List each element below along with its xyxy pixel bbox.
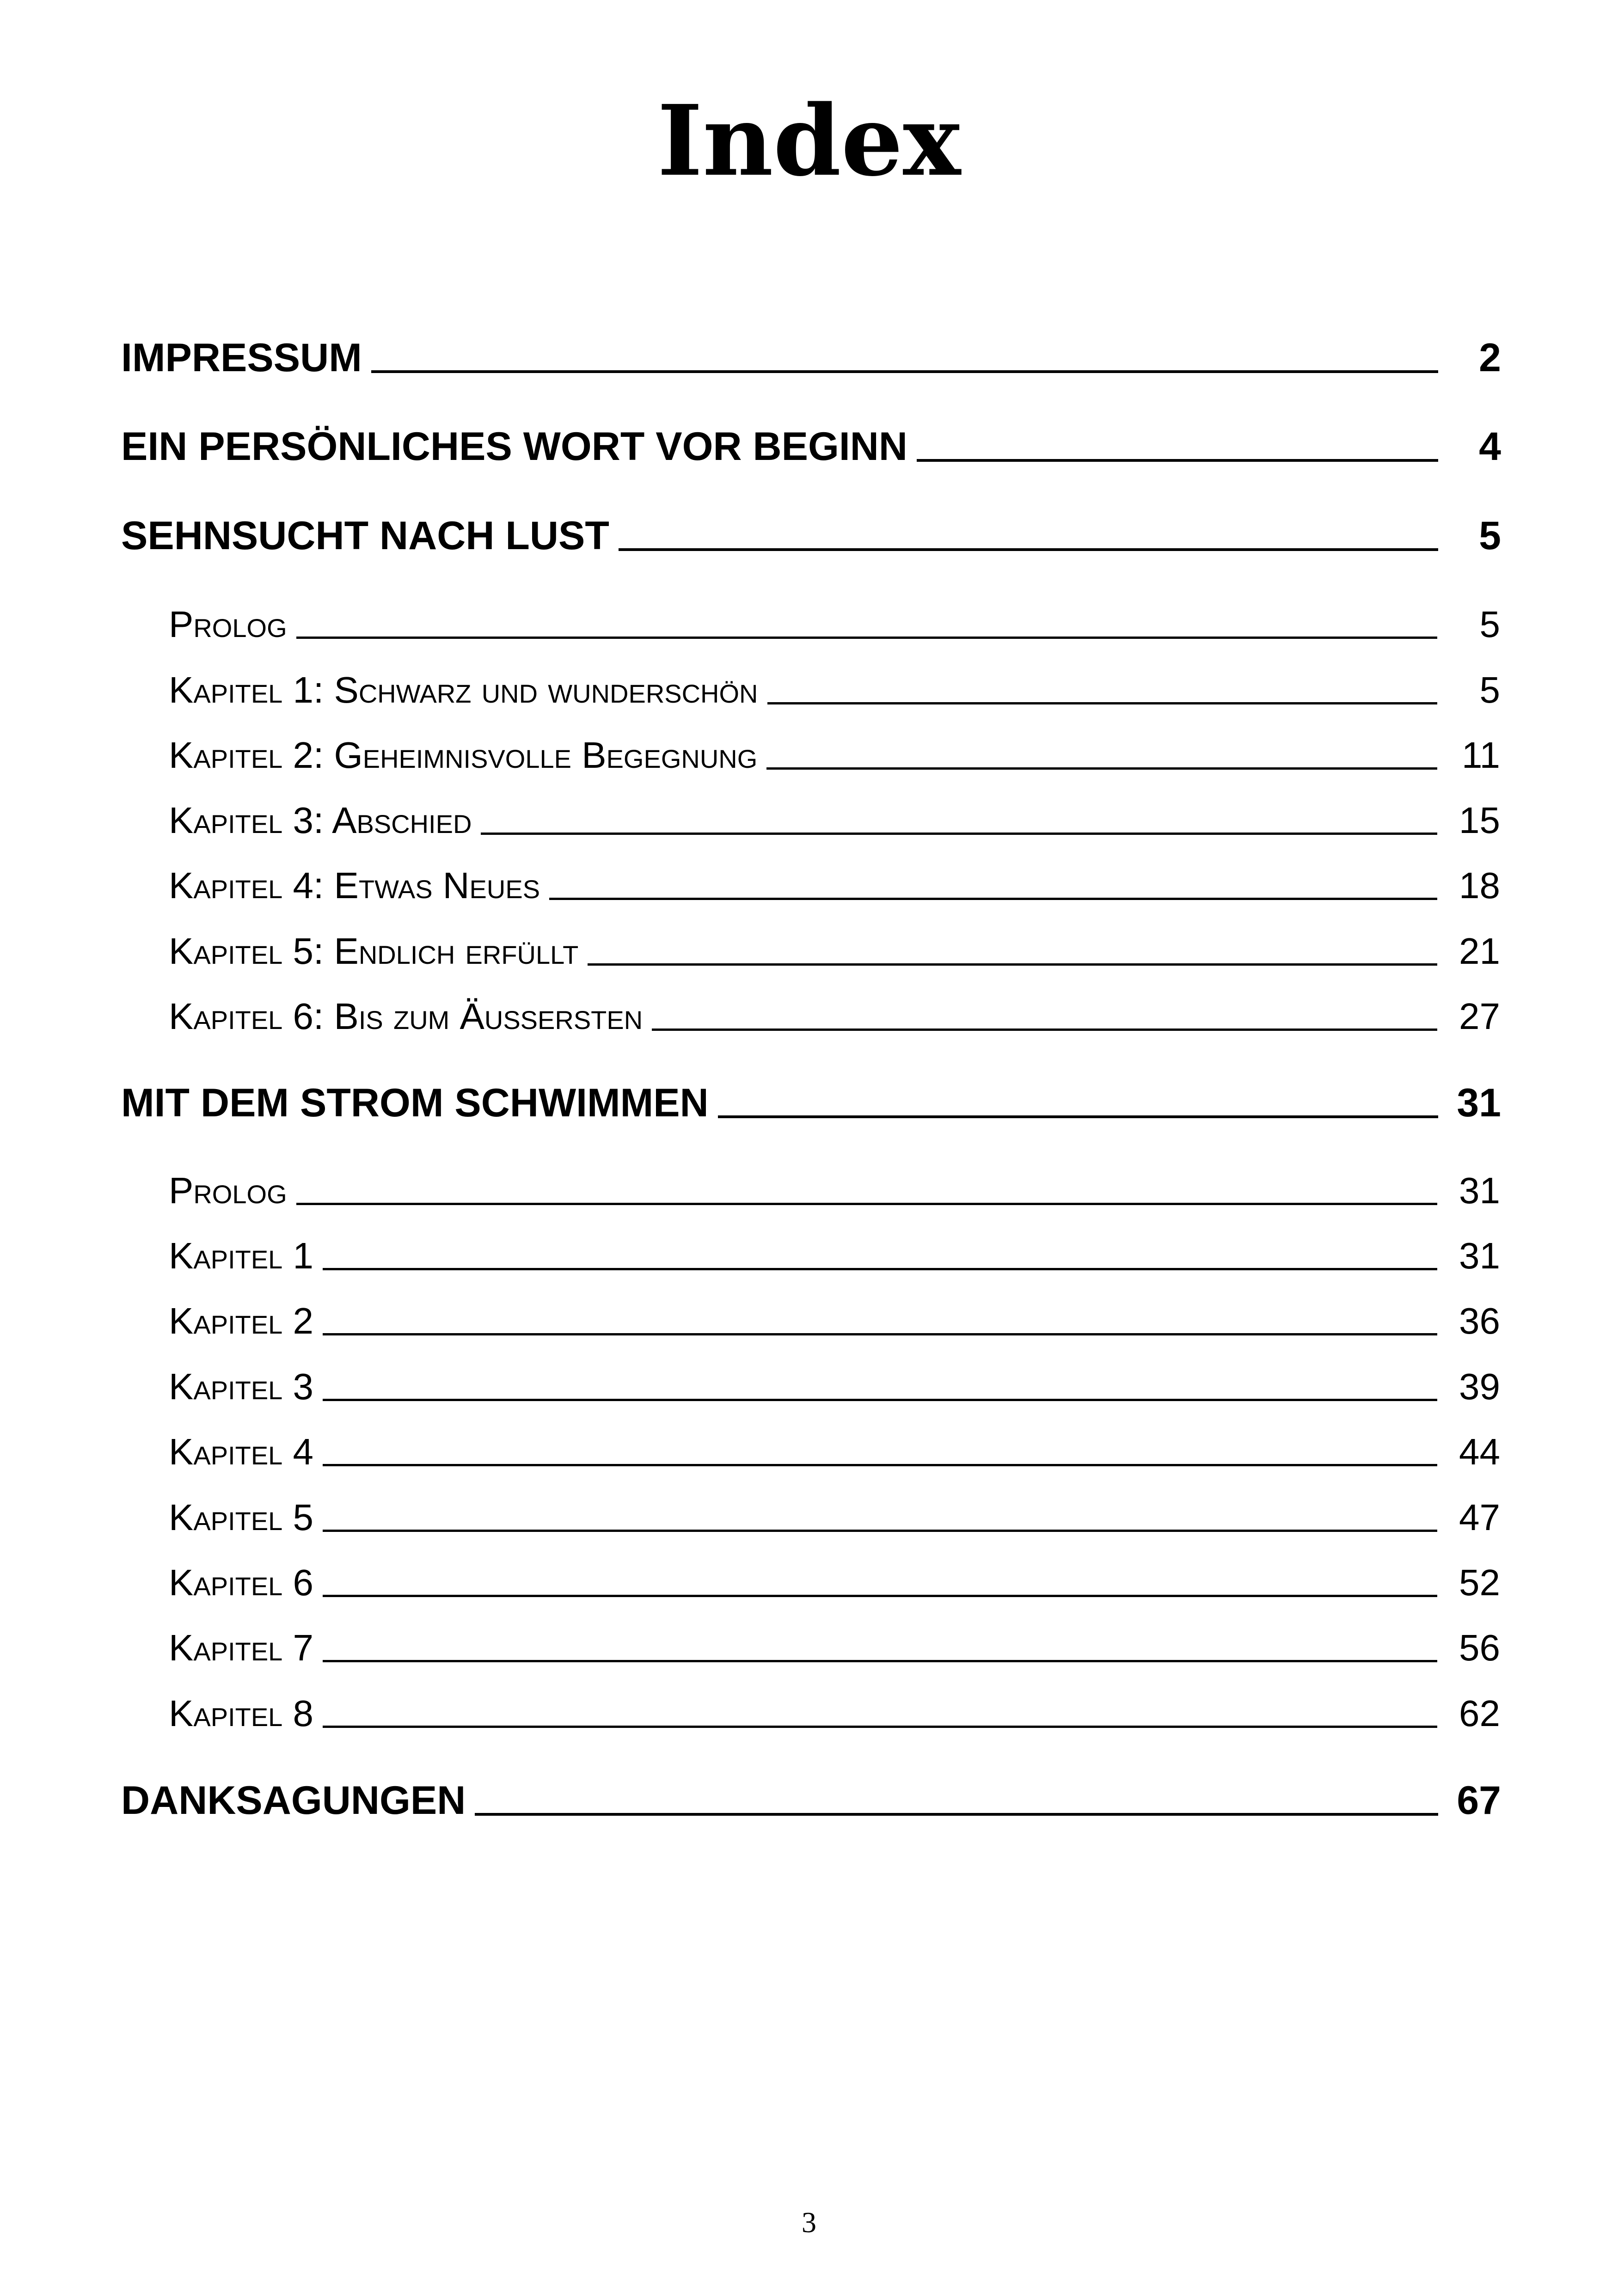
toc-leader-line xyxy=(718,1115,1438,1118)
toc-entry-label: Kapitel 4 xyxy=(169,1431,314,1472)
toc-leader-line xyxy=(323,1464,1437,1466)
toc-page-number: 2 xyxy=(1479,336,1501,380)
toc-entry-prolog-2[interactable] xyxy=(169,1169,1500,1220)
toc-entry-kapitel-8-b[interactable] xyxy=(169,1692,1500,1743)
toc-entry-label: Kapitel 2: Geheimnisvolle Begegnung xyxy=(169,735,758,776)
toc-page-number: 62 xyxy=(1459,1693,1500,1734)
toc-leader-line xyxy=(323,1595,1437,1597)
toc-leader-line xyxy=(323,1530,1437,1532)
toc-page-number: 44 xyxy=(1459,1431,1500,1472)
toc-entry-kapitel-6-b[interactable] xyxy=(169,1561,1500,1612)
toc-entry-label: SEHNSUCHT NACH LUST xyxy=(121,514,609,558)
toc-entry-label: EIN PERSÖNLICHES WORT VOR BEGINN xyxy=(121,424,908,469)
toc-leader-line xyxy=(323,1726,1437,1728)
toc-page-number: 5 xyxy=(1479,514,1501,558)
toc-leader-line xyxy=(549,898,1437,900)
toc-entry-persoenliches-wort[interactable] xyxy=(121,424,1501,479)
toc-page-number: 31 xyxy=(1459,1170,1500,1211)
toc-page-number: 52 xyxy=(1459,1562,1500,1603)
toc-entry-label: Kapitel 2 xyxy=(169,1300,314,1341)
page-number: 3 xyxy=(802,2206,816,2239)
toc-entry-prolog[interactable] xyxy=(169,603,1500,654)
toc-leader-line xyxy=(323,1399,1437,1401)
toc-entry-label: Kapitel 3: Abschied xyxy=(169,800,472,841)
toc-page-number: 27 xyxy=(1459,996,1500,1037)
toc-entry-label: Kapitel 3 xyxy=(169,1366,314,1407)
toc-entry-kapitel-5[interactable] xyxy=(169,930,1500,981)
toc-entry-kapitel-2[interactable] xyxy=(169,734,1500,785)
toc-entry-kapitel-7-b[interactable] xyxy=(169,1627,1500,1678)
toc-entry-label: Kapitel 1: Schwarz und wunderschön xyxy=(169,669,758,710)
toc-leader-line xyxy=(588,963,1437,966)
toc-page-number: 36 xyxy=(1459,1300,1500,1341)
toc-page-number: 67 xyxy=(1457,1778,1501,1823)
toc-entry-impressum[interactable] xyxy=(121,335,1501,391)
toc-page-number: 47 xyxy=(1459,1497,1500,1538)
toc-leader-line xyxy=(371,370,1438,373)
toc-page-number: 5 xyxy=(1479,604,1500,645)
toc-entry-label: Kapitel 6: Bis zum Äußersten xyxy=(169,996,643,1037)
toc-page-number: 31 xyxy=(1457,1081,1501,1125)
toc-entry-label: Kapitel 4: Etwas Neues xyxy=(169,865,540,906)
toc-entry-kapitel-1[interactable] xyxy=(169,669,1500,720)
toc-entry-label: Kapitel 7 xyxy=(169,1627,314,1668)
toc-entry-kapitel-3[interactable] xyxy=(169,799,1500,850)
toc-entry-label: Kapitel 6 xyxy=(169,1562,314,1603)
toc-leader-line xyxy=(767,702,1438,704)
toc-page-number: 39 xyxy=(1459,1366,1500,1407)
toc-page-number: 5 xyxy=(1479,669,1500,710)
toc-leader-line xyxy=(296,1203,1437,1205)
toc-entry-label: Kapitel 5 xyxy=(169,1497,314,1538)
toc-page-number: 56 xyxy=(1459,1627,1500,1668)
toc-entry-kapitel-4-b[interactable] xyxy=(169,1431,1500,1482)
toc-leader-line xyxy=(323,1660,1437,1662)
toc-entry-label: Kapitel 5: Endlich erfüllt xyxy=(169,931,579,972)
toc-entry-label: Prolog xyxy=(169,604,287,645)
toc-leader-line xyxy=(475,1813,1438,1816)
toc-page-number: 11 xyxy=(1461,735,1500,776)
toc-leader-line xyxy=(481,833,1437,835)
toc-leader-line xyxy=(652,1029,1437,1031)
toc-entry-mit-dem-strom-schwimmen[interactable] xyxy=(121,1080,1501,1136)
toc-page-number: 15 xyxy=(1459,800,1500,841)
toc-page-number: 4 xyxy=(1479,424,1501,469)
toc-leader-line xyxy=(296,637,1437,639)
toc-page-number: 21 xyxy=(1459,931,1500,972)
toc-entry-kapitel-6[interactable] xyxy=(169,995,1500,1046)
toc-entry-label: MIT DEM STROM SCHWIMMEN xyxy=(121,1081,709,1125)
toc-entry-label: IMPRESSUM xyxy=(121,336,362,380)
toc-entry-kapitel-4[interactable] xyxy=(169,864,1500,915)
toc-entry-kapitel-3-b[interactable] xyxy=(169,1365,1500,1416)
toc-leader-line xyxy=(766,767,1437,770)
page-title: Index xyxy=(657,84,961,198)
toc-page-number: 18 xyxy=(1459,865,1500,906)
toc-page-number: 31 xyxy=(1459,1235,1500,1276)
toc-entry-label: DANKSAGUNGEN xyxy=(121,1778,466,1823)
toc-entry-kapitel-2-b[interactable] xyxy=(169,1300,1500,1351)
toc-entry-label: Prolog xyxy=(169,1170,287,1211)
toc-entry-kapitel-5-b[interactable] xyxy=(169,1496,1500,1547)
toc-entry-kapitel-1-b[interactable] xyxy=(169,1235,1500,1286)
toc-leader-line xyxy=(323,1268,1437,1270)
toc-leader-line xyxy=(619,548,1438,551)
toc-leader-line xyxy=(917,459,1438,462)
toc-leader-line xyxy=(323,1333,1437,1335)
toc-entry-label: Kapitel 8 xyxy=(169,1693,314,1734)
toc-entry-sehnsucht-nach-lust[interactable] xyxy=(121,513,1501,569)
toc-entry-danksagungen[interactable] xyxy=(121,1778,1501,1833)
toc-entry-label: Kapitel 1 xyxy=(169,1235,314,1276)
